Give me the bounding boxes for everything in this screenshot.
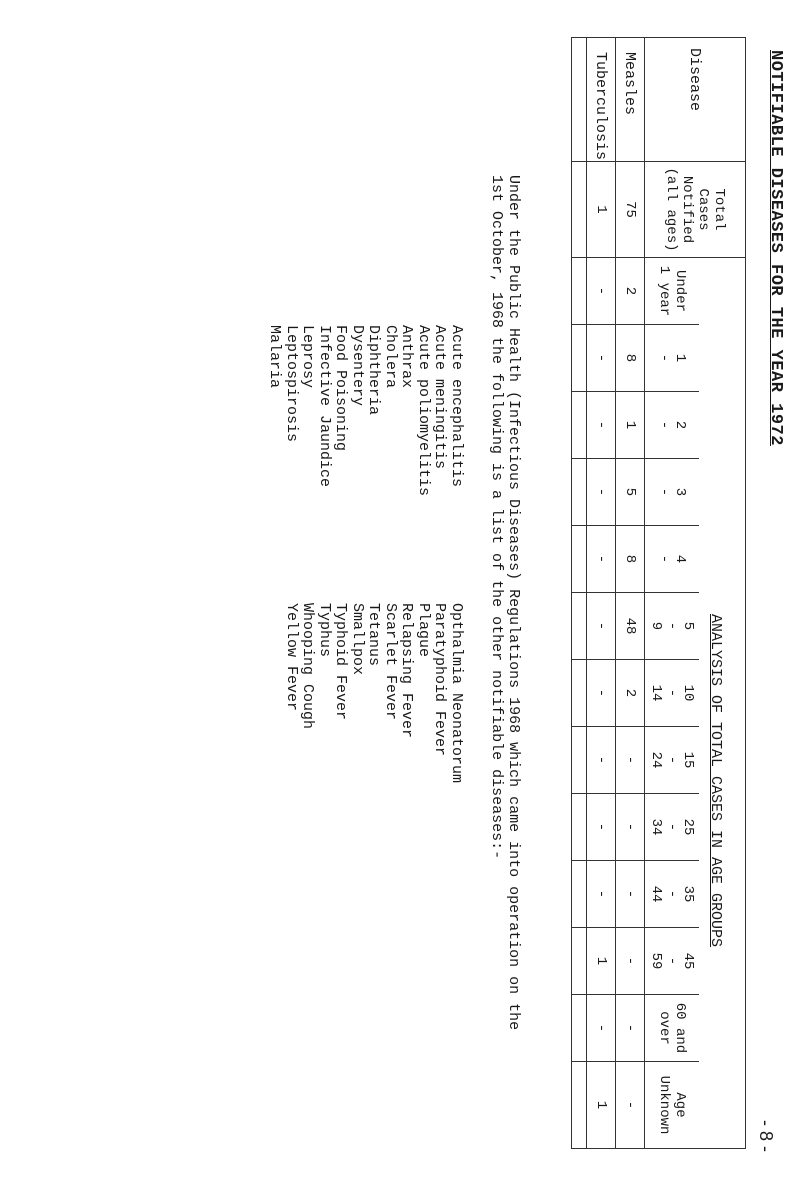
disease-list-item: Smallpox (349, 603, 366, 676)
disease-list-item: Acute meningitis (431, 325, 449, 470)
disease-list-item: Acute poliomyelitis (415, 325, 432, 497)
age-group-value-cell: - (587, 526, 616, 593)
disease-list-item: Whooping Cough (299, 603, 317, 730)
disease-list-item: Paratyphoid Fever (431, 603, 449, 757)
disease-list-item: Cholera (382, 325, 399, 389)
age-group-value-cell: 5 (616, 459, 645, 526)
intro-line: 1st October, 1968 the following is a list of the other notifiable diseases:- (488, 175, 505, 860)
disease-list-item: Anthrax (398, 325, 416, 389)
total-cases-column-header (645, 162, 746, 258)
total-cases-cell: 1 (587, 162, 616, 258)
analysis-heading: ANALYSIS OF TOTAL CASES IN AGE GROUPS (707, 614, 724, 948)
disease-list-item: Leptospirosis (283, 325, 300, 443)
age-group-header-line: - (664, 956, 680, 966)
age-group-header (645, 258, 700, 325)
table-filler-cell (572, 162, 587, 258)
disease-list-item: Tetanus (365, 603, 383, 667)
disease-list-item: Relapsing Fever (398, 603, 416, 739)
disease-list-item: Dysentery (349, 325, 366, 407)
age-group-header (645, 392, 700, 459)
age-group-header-line: 3 (672, 487, 688, 497)
age-group-header-line: 9 (648, 621, 664, 631)
age-group-header-line: 35 (680, 885, 696, 903)
total-cases-cell: 75 (616, 162, 645, 258)
disease-list-item: Infective Jaundice (316, 325, 333, 488)
page-number: - 8 - (756, 1120, 776, 1153)
disease-list-item: Diphtheria (365, 325, 383, 416)
disease-list-item: Leprosy (299, 325, 317, 389)
age-group-value-cell: 8 (616, 325, 645, 392)
age-group-value-cell: - (587, 258, 616, 325)
table-row (616, 38, 645, 1149)
age-group-value-cell: - (616, 928, 645, 995)
total-header-line: (all ages) (663, 167, 679, 252)
table-filler-cell (572, 794, 587, 861)
disease-column-header: Disease (645, 38, 746, 162)
age-group-value-cell: - (616, 1062, 645, 1149)
disease-list-item: Typhoid Fever (332, 603, 350, 721)
age-group-header-line: - (664, 889, 680, 899)
age-group-header-line: 1 (672, 353, 688, 363)
total-header-line: Total (711, 188, 727, 231)
page-title: NOTIFIABLE DISEASES FOR THE YEAR 1972 (766, 50, 785, 446)
age-group-header-line: 25 (680, 818, 696, 836)
age-group-value-cell: 48 (616, 593, 645, 660)
age-group-header-line: - (656, 353, 672, 363)
age-group-header-line: over (656, 1011, 672, 1045)
age-group-header-line: - (664, 621, 680, 631)
age-group-header-line: 14 (648, 684, 664, 702)
age-group-value-cell: 8 (616, 526, 645, 593)
table-filler-cell (572, 995, 587, 1062)
disease-list-item: Typhus (316, 603, 333, 658)
age-group-value-cell: - (587, 794, 616, 861)
age-group-value-cell: - (587, 459, 616, 526)
age-group-header-line: 45 (680, 952, 696, 970)
intro-text (488, 175, 522, 1030)
age-group-header-line: 10 (680, 684, 696, 702)
other-diseases-list-left (266, 325, 464, 496)
age-group-header (645, 727, 700, 794)
age-group-header (645, 526, 700, 593)
age-group-header-line: 4 (672, 554, 688, 564)
age-group-header-line: 44 (648, 885, 664, 903)
age-group-header-line: 5 (680, 621, 696, 631)
disease-list-item: Food Poisoning (332, 325, 350, 452)
intro-line: Under the Public Health (Infectious Diseases) Regulations 1968 which came into operation on the (505, 175, 522, 1031)
age-group-header-line: 59 (648, 952, 664, 970)
table-filler-cell (572, 258, 587, 325)
disease-list-item: Yellow Fever (283, 603, 300, 712)
total-header-line: Notified (679, 175, 695, 244)
age-group-header (645, 660, 700, 727)
table-row (587, 38, 616, 1149)
age-group-value-cell: - (616, 861, 645, 928)
age-group-header-line: 60 and (672, 1002, 688, 1054)
other-diseases-list-right (283, 603, 465, 783)
age-group-value-cell: - (587, 660, 616, 727)
age-group-value-cell: - (616, 794, 645, 861)
age-group-header-line: - (664, 755, 680, 765)
age-group-value-cell: - (616, 995, 645, 1062)
table-filler-cell (572, 38, 587, 162)
age-group-header-line: 34 (648, 818, 664, 836)
age-group-header-line: Unknown (656, 1075, 672, 1135)
age-group-value-cell: - (587, 727, 616, 794)
age-group-header-line: Under (672, 269, 688, 312)
age-group-header (645, 593, 700, 660)
age-group-value-cell: - (616, 727, 645, 794)
disease-list-item: Malaria (266, 325, 284, 389)
age-group-header-line: 24 (648, 751, 664, 769)
table-filler-cell (572, 325, 587, 392)
disease-list-item: Opthalmia Neonatorum (448, 603, 465, 784)
age-group-header-line: Age (672, 1092, 688, 1118)
table-filler-cell (572, 1062, 587, 1149)
age-group-header (645, 928, 700, 995)
age-group-header-line: - (656, 487, 672, 497)
age-group-value-cell: - (587, 392, 616, 459)
table-filler-cell (572, 593, 587, 660)
age-group-header (645, 995, 700, 1062)
age-group-value-cell: 1 (587, 928, 616, 995)
age-group-header (645, 861, 700, 928)
table-filler-row (572, 38, 587, 1149)
table-body (572, 38, 645, 1149)
age-group-value-cell: 1 (587, 1062, 616, 1149)
table-filler-cell (572, 526, 587, 593)
total-header-line: Cases (695, 188, 711, 231)
age-group-header (645, 459, 700, 526)
age-group-header-line: - (656, 554, 672, 564)
age-group-value-cell: - (587, 593, 616, 660)
age-group-header (645, 325, 700, 392)
notifiable-diseases-table (571, 37, 746, 1149)
age-group-header-line: 2 (672, 420, 688, 430)
age-group-header-line: 15 (680, 751, 696, 769)
age-group-value-cell: - (587, 861, 616, 928)
age-group-header (645, 794, 700, 861)
table-filler-cell (572, 727, 587, 794)
age-group-value-cell: 1 (616, 392, 645, 459)
table-filler-cell (572, 660, 587, 727)
age-group-value-cell: - (587, 325, 616, 392)
age-group-header-line: - (664, 688, 680, 698)
table-filler-cell (572, 392, 587, 459)
age-group-header-line: - (664, 822, 680, 832)
disease-name-cell: Measles (616, 38, 645, 162)
age-group-header-line: 1 year (656, 265, 672, 317)
table-filler-cell (572, 459, 587, 526)
disease-name-cell: Tuberculosis (587, 38, 616, 162)
disease-list-item: Scarlet Fever (382, 603, 399, 721)
disease-list-item: Plague (415, 603, 432, 658)
age-group-value-cell: - (587, 995, 616, 1062)
disease-list-item: Acute encephalitis (448, 325, 465, 488)
table-filler-cell (572, 861, 587, 928)
age-group-header-line: - (656, 420, 672, 430)
table-filler-cell (572, 928, 587, 995)
age-group-value-cell: 2 (616, 660, 645, 727)
age-group-header (645, 1062, 700, 1149)
age-group-value-cell: 2 (616, 258, 645, 325)
